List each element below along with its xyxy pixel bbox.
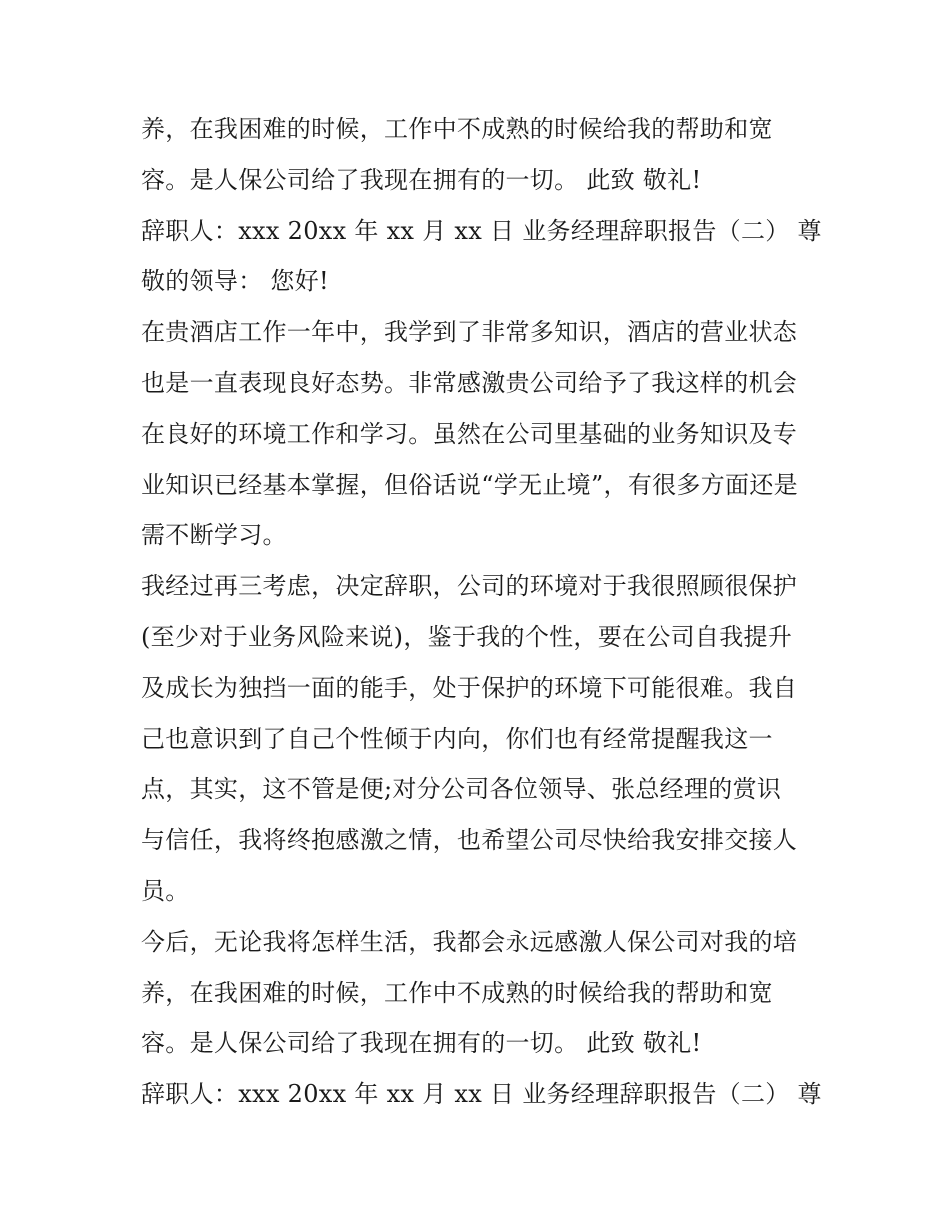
text-line: 与信任，我将终抱感激之情，也希望公司尽快给我安排交接人 [141, 826, 798, 855]
text-line: 需不断学习。 [141, 521, 287, 550]
text-line: 员。 [141, 876, 190, 905]
text-line: 业知识已经基本掌握，但俗话说“学无止境”，有很多方面还是 [141, 470, 798, 499]
document-body [141, 104, 822, 1120]
text-line: 今后，无论我将怎样生活，我都会永远感激人保公司对我的培 [141, 927, 798, 956]
text-line: 也是一直表现良好态势。非常感激贵公司给予了我这样的机会 [141, 368, 798, 397]
text-line: 养，在我困难的时候，工作中不成熟的时候给我的帮助和宽 [141, 978, 773, 1007]
text-line: 容。是人保公司给了我现在拥有的一切。 此致 敬礼! [141, 1029, 702, 1058]
text-line: 点，其实，这不管是便;对分公司各位领导、张总经理的赏识 [141, 775, 782, 804]
text-line: 敬的领导： 您好! [141, 267, 329, 296]
text-line: 及成长为独挡一面的能手，处于保护的环境下可能很难。我自 [141, 673, 798, 702]
text-line: 养，在我困难的时候，工作中不成熟的时候给我的帮助和宽 [141, 115, 773, 143]
text-line: 辞职人：xxx 20xx 年 xx 月 xx 日 业务经理辞职报告（二） 尊 [141, 216, 822, 245]
text-line: 在贵酒店工作一年中，我学到了非常多知识，酒店的营业状态 [141, 318, 798, 347]
text-line: 己也意识到了自己个性倾于内向，你们也有经常提醒我这一 [141, 724, 773, 753]
text-line: 容。是人保公司给了我现在拥有的一切。 此致 敬礼! [141, 165, 702, 194]
text-line: (至少对于业务风险来说)，鉴于我的个性，要在公司自我提升 [141, 622, 793, 651]
text-line: 辞职人：xxx 20xx 年 xx 月 xx 日 业务经理辞职报告（二） 尊 [141, 1080, 822, 1109]
text-line: 我经过再三考虑，决定辞职，公司的环境对于我很照顾很保护 [141, 572, 798, 601]
text-line: 在良好的环境工作和学习。虽然在公司里基础的业务知识及专 [141, 419, 798, 448]
